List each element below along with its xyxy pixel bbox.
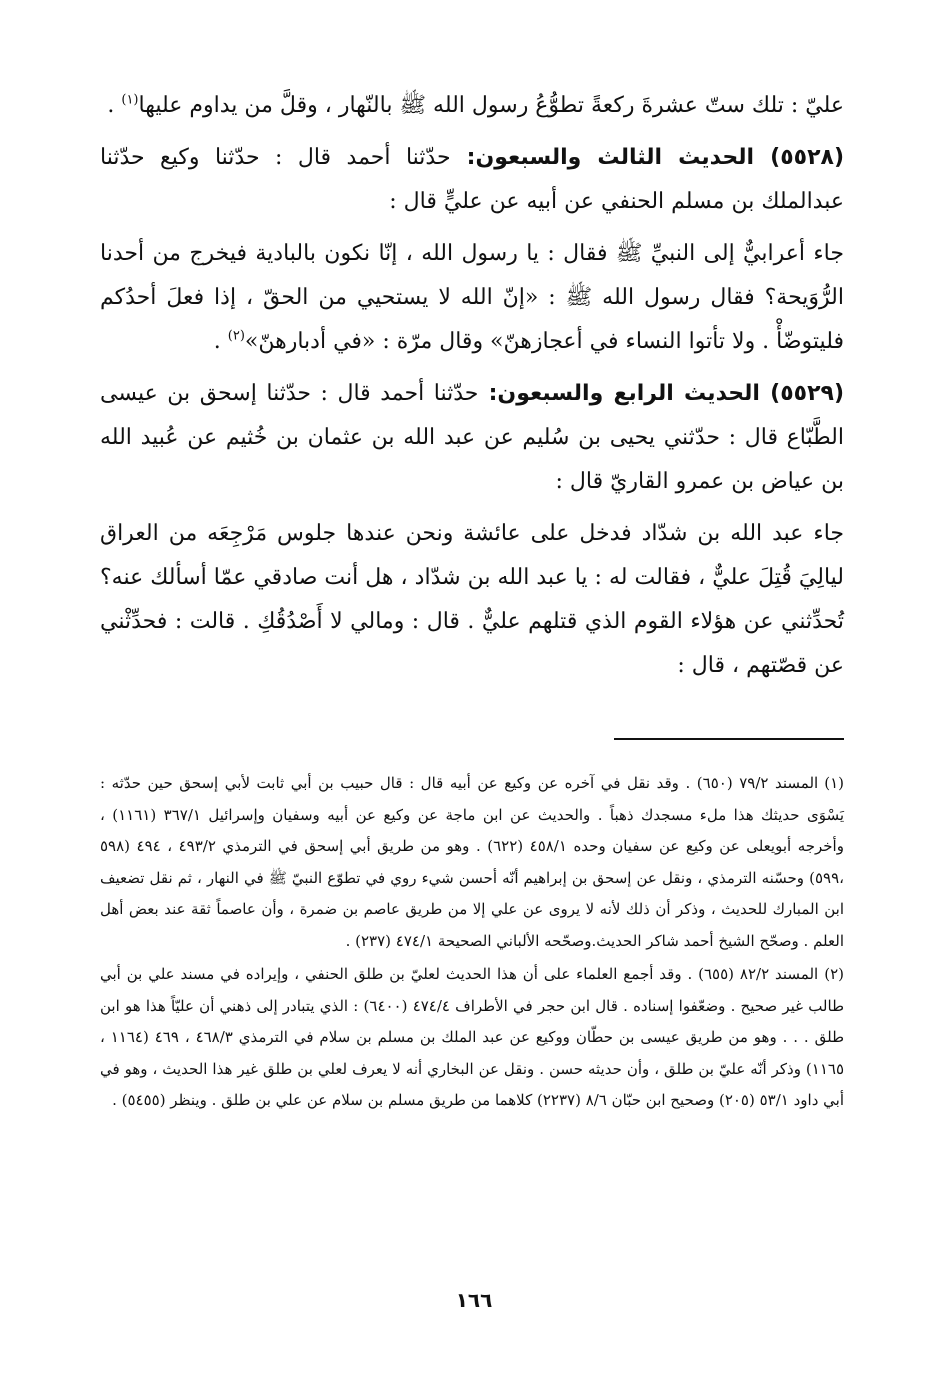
footnote-1-number: (١) <box>824 774 844 792</box>
paragraph-1-end: . <box>107 93 122 118</box>
hadith-5529 <box>100 372 844 504</box>
footnote-ref-2: (٢) <box>227 328 245 344</box>
hadith-heading-5528: (٥٥٢٨) الحديث الثالث والسبعون: <box>450 145 844 170</box>
hadith-5528-text <box>100 232 844 364</box>
main-text <box>100 84 844 696</box>
hadith-5528-end: . <box>213 329 228 354</box>
hadith-5529-chain: حدّثنا أحمد قال : حدّثنا إسحق بن عيسى الطَّبّاع قال : حدّثني يحيى بن سُليم عن عبد الله بن عثمان بن خُثيم عن عُبيد الله بن عياض بن عمرو القاريّ قال : <box>100 381 844 494</box>
footnotes <box>100 768 844 1119</box>
footnote-ref-1: (١) <box>121 92 139 108</box>
footnote-1 <box>100 768 844 957</box>
footnote-2-text: المسند ٨٢/٢ (٦٥٥) . وقد أجمع العلماء على أن هذا الحديث لعليّ بن طلق الحنفي ، وإيراده في مسند علي بن أبي طالب غير صحيح . وضعّفوا إسناده . قال ابن حجر في الأطراف ٤٧٤/٤ (٦٤٠٠) : الذي يتبادر إلى ذهني أن عليّاً هذا هو ابن طلق . . . وهو من طريق عيسى بن حطّان ووكيع عن عبد الملك بن مسلم بن سلام في الترمذي ٤٦٨/٣ ، ٤٦٩ (١١٦٤ ، ١١٦٥) وذكر أنّه عليّ بن طلق ، وأن حديثه حسن . ونقل عن البخاري أنه لا يعرف لعلي بن طلق غير هذا الحديث ، وهو في أبي داود ٥٣/١ (٢٠٥) وصحيح ابن حبّان ٨/٦ (٢٢٣٧) كلاهما من طريق مسلم بن سلام عن علي بن طلق . وينظر (٥٤٥٥) . <box>100 965 845 1109</box>
hadith-5528-chain: حدّثنا أحمد قال : حدّثنا وكيع حدّثنا عبدالملك بن مسلم الحنفي عن أبيه عن عليٍّ قال : <box>100 145 844 214</box>
paragraph-1-text: عليّ : تلك ستّ عشرةَ ركعةً تطوُّعُ رسول الله ﷺ بالنّهار ، وقلَّ من يداوم عليها <box>138 93 844 118</box>
footnote-2 <box>100 959 844 1117</box>
hadith-5528-body: جاء أعرابيٌّ إلى النبيِّ ﷺ فقال : يا رسول الله ، إنّا نكون بالبادية فيخرج من أحدنا الرُّوَيحة؟ فقال رسول الله ﷺ : «إنّ الله لا يستحيي من الحقّ ، إذا فعلَ أحدُكم فليتوضّأْ . ولا تأتوا النساء في أعجازهنّ» وقال مرّة : «في أدبارهنّ» <box>100 241 844 354</box>
footnote-2-number: (٢) <box>824 965 845 983</box>
paragraph-1 <box>100 84 844 128</box>
footnote-divider <box>614 738 844 740</box>
hadith-5529-text: جاء عبد الله بن شدّاد فدخل على عائشة ونحن عندها جلوس مَرْجِعَه من العراق ليالِيَ قُتِلَ عليٌّ ، فقالت له : يا عبد الله بن شدّاد ، هل أنت صادقي عمّا أسألك عنه؟ تُحدِّثني عن هؤلاء القوم الذي قتلهم عليٌّ . قال : ومالي لا أَصْدُقُكِ . قالت : فحدِّثْني عن قصّتهم ، قال : <box>100 521 844 678</box>
footnote-1-text: المسند ٧٩/٢ (٦٥٠) . وقد نقل في آخره عن وكيع عن أبيه قال : قال حبيب بن أبي ثابت لأبي إسحق حين حدّثه : يَسْوَى حديثك هذا ملء مسجدك ذهباً . والحديث عن ابن ماجة عن وكيع عن أبيه وسفيان وإسرائيل ٣٦٧/١ (١١٦١) ، وأخرجه أبويعلى عن وكيع عن سفيان وحده ٤٥٨/١ (٦٢٢) . وهو من طريق أبي إسحق في الترمذي ٤٩٣/٢ ، ٤٩٤ (٥٩٨ ،٥٩٩) وحسّنه الترمذي ، ونقل عن إسحق بن إبراهيم أنّه أحسن شيء روي في تطوّع النبيّ ﷺ في النهار ، ثم نقل تضعيف ابن المبارك للحديث ، وذكر أن ذلك لأنه لا يروى عن علي إلا من طريق عاصم بن ضمرة ، وأن عاصماً ثقة عند بعض أهل العلم . وصحّح الشيخ أحمد شاكر الحديث.وصحّحه الألباني الصحيحة ٤٧٤/١ (٢٣٧) . <box>100 774 845 950</box>
hadith-5528 <box>100 136 844 224</box>
page-number: ١٦٦ <box>455 1288 493 1312</box>
hadith-heading-5529: (٥٥٢٩) الحديث الرابع والسبعون: <box>478 381 844 406</box>
